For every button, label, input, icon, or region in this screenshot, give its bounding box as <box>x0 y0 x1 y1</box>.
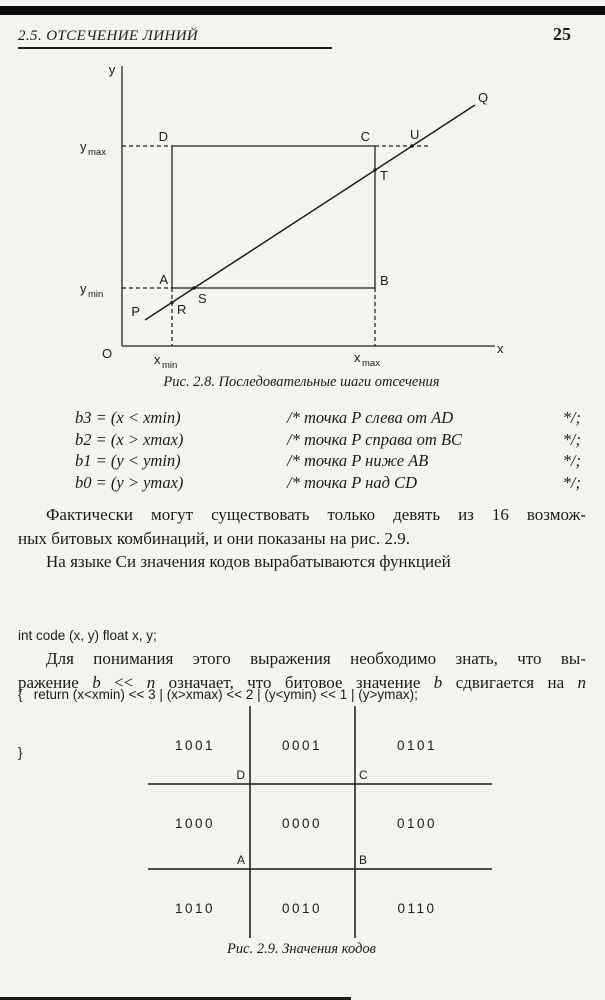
body-text-line: На языке Си значения кодов вырабатываются функцией <box>46 552 451 571</box>
bit-line-b0 <box>75 472 581 494</box>
xmax-subscript: max <box>362 358 380 369</box>
bit-comment-close: */; <box>562 429 581 449</box>
bit-comment: /* точка P справа от BC <box>287 429 463 449</box>
cell-code: 0001 <box>281 738 323 753</box>
cell-code: 0110 <box>397 901 437 916</box>
cell-code: 0100 <box>396 816 438 831</box>
corner-a-label: A <box>236 853 245 867</box>
figure-2-8-caption: Рис. 2.8. Последовательные шаги отсечения <box>163 374 440 390</box>
point-u-dot <box>410 144 413 147</box>
code-line: } <box>18 745 23 760</box>
bit-comment: /* точка P ниже AB <box>287 451 429 470</box>
section-title: 2.5. ОТСЕЧЕНИЕ ЛИНИЙ <box>18 28 199 44</box>
bit-line-b2 <box>75 429 581 451</box>
cell-code: 1010 <box>174 901 216 916</box>
ymax-label: y <box>80 139 87 154</box>
ymin-subscript: min <box>88 289 104 300</box>
point-s-label: S <box>198 291 207 306</box>
point-t-dot <box>373 168 376 171</box>
bit-comment: /* точка P над CD <box>287 472 417 492</box>
y-axis-label: y <box>108 62 116 77</box>
ymin-label: y <box>80 281 87 296</box>
body-text-line: Фактически могут существовать только девять из 16 возмож- <box>46 505 586 524</box>
bit-definitions <box>75 407 581 493</box>
cell-code: 0010 <box>281 901 323 916</box>
figure-2-9-caption: Рис. 2.9. Значения кодов <box>227 941 376 957</box>
bit-line-b3 <box>75 407 581 429</box>
bit-expression: b1 = (y < ymin) <box>75 451 181 470</box>
point-t-label: T <box>380 168 388 183</box>
point-r-dot <box>170 301 173 304</box>
figure-2-9 <box>140 702 500 944</box>
corner-c-label: C <box>359 768 368 782</box>
origin-label: O <box>102 346 113 361</box>
cell-code: 0101 <box>396 738 438 753</box>
corner-d-label: D <box>236 768 245 782</box>
page-header <box>18 24 585 49</box>
xmax-label: x <box>354 350 361 365</box>
cell-code: 1000 <box>174 816 216 831</box>
bit-line-b1 <box>75 450 581 472</box>
header-rule <box>18 47 332 49</box>
ymax-subscript: max <box>88 147 106 158</box>
x-axis-label: x <box>497 341 504 356</box>
bit-comment-close: */; <box>562 472 581 492</box>
point-s-dot <box>192 286 195 289</box>
paragraph-combinations <box>18 503 586 574</box>
bit-comment: /* точка P слева от AD <box>287 408 454 427</box>
code-line: { return (x<xmin) << 3 | (x>xmax) << 2 | (y<ymin) << 1 | (y>ymax); <box>18 686 418 702</box>
bit-expression: b0 = (y > ymax) <box>75 472 184 492</box>
point-c-label: C <box>360 129 370 144</box>
cell-code: 0000 <box>281 816 323 831</box>
cell-code: 1001 <box>174 738 216 753</box>
point-q-label: Q <box>478 90 489 105</box>
body-text-line: Для понимания этого выражения необходимо знать, что вы- <box>46 649 586 668</box>
bit-expression: b2 = (x > xmax) <box>75 429 184 449</box>
body-text-line: ных битовых комбинаций, и они показаны на рис. 2.9. <box>18 528 410 548</box>
figure-2-8 <box>50 58 520 370</box>
point-d-label: D <box>158 129 168 144</box>
bit-comment-close: */; <box>562 451 581 470</box>
point-u-label: U <box>410 127 420 142</box>
point-r-label: R <box>177 302 187 317</box>
bit-comment-close: */; <box>562 408 581 427</box>
xmin-subscript: min <box>162 360 178 370</box>
body-text-line: ражение b << n означает, что битовое значение b сдвигается на n <box>18 672 587 692</box>
scan-top-bar <box>0 6 605 15</box>
xmin-label: x <box>154 352 161 367</box>
point-a-label: A <box>159 272 168 287</box>
corner-b-label: B <box>359 853 368 867</box>
clip-window <box>172 146 375 288</box>
bit-expression: b3 = (x < xmin) <box>75 408 181 427</box>
point-p-label: P <box>131 304 140 319</box>
paragraph-shift-explanation <box>18 647 586 694</box>
code-line: int code (x, y) float x, y; <box>18 628 157 643</box>
page-number: 25 <box>553 24 571 44</box>
point-b-label: B <box>380 273 389 288</box>
